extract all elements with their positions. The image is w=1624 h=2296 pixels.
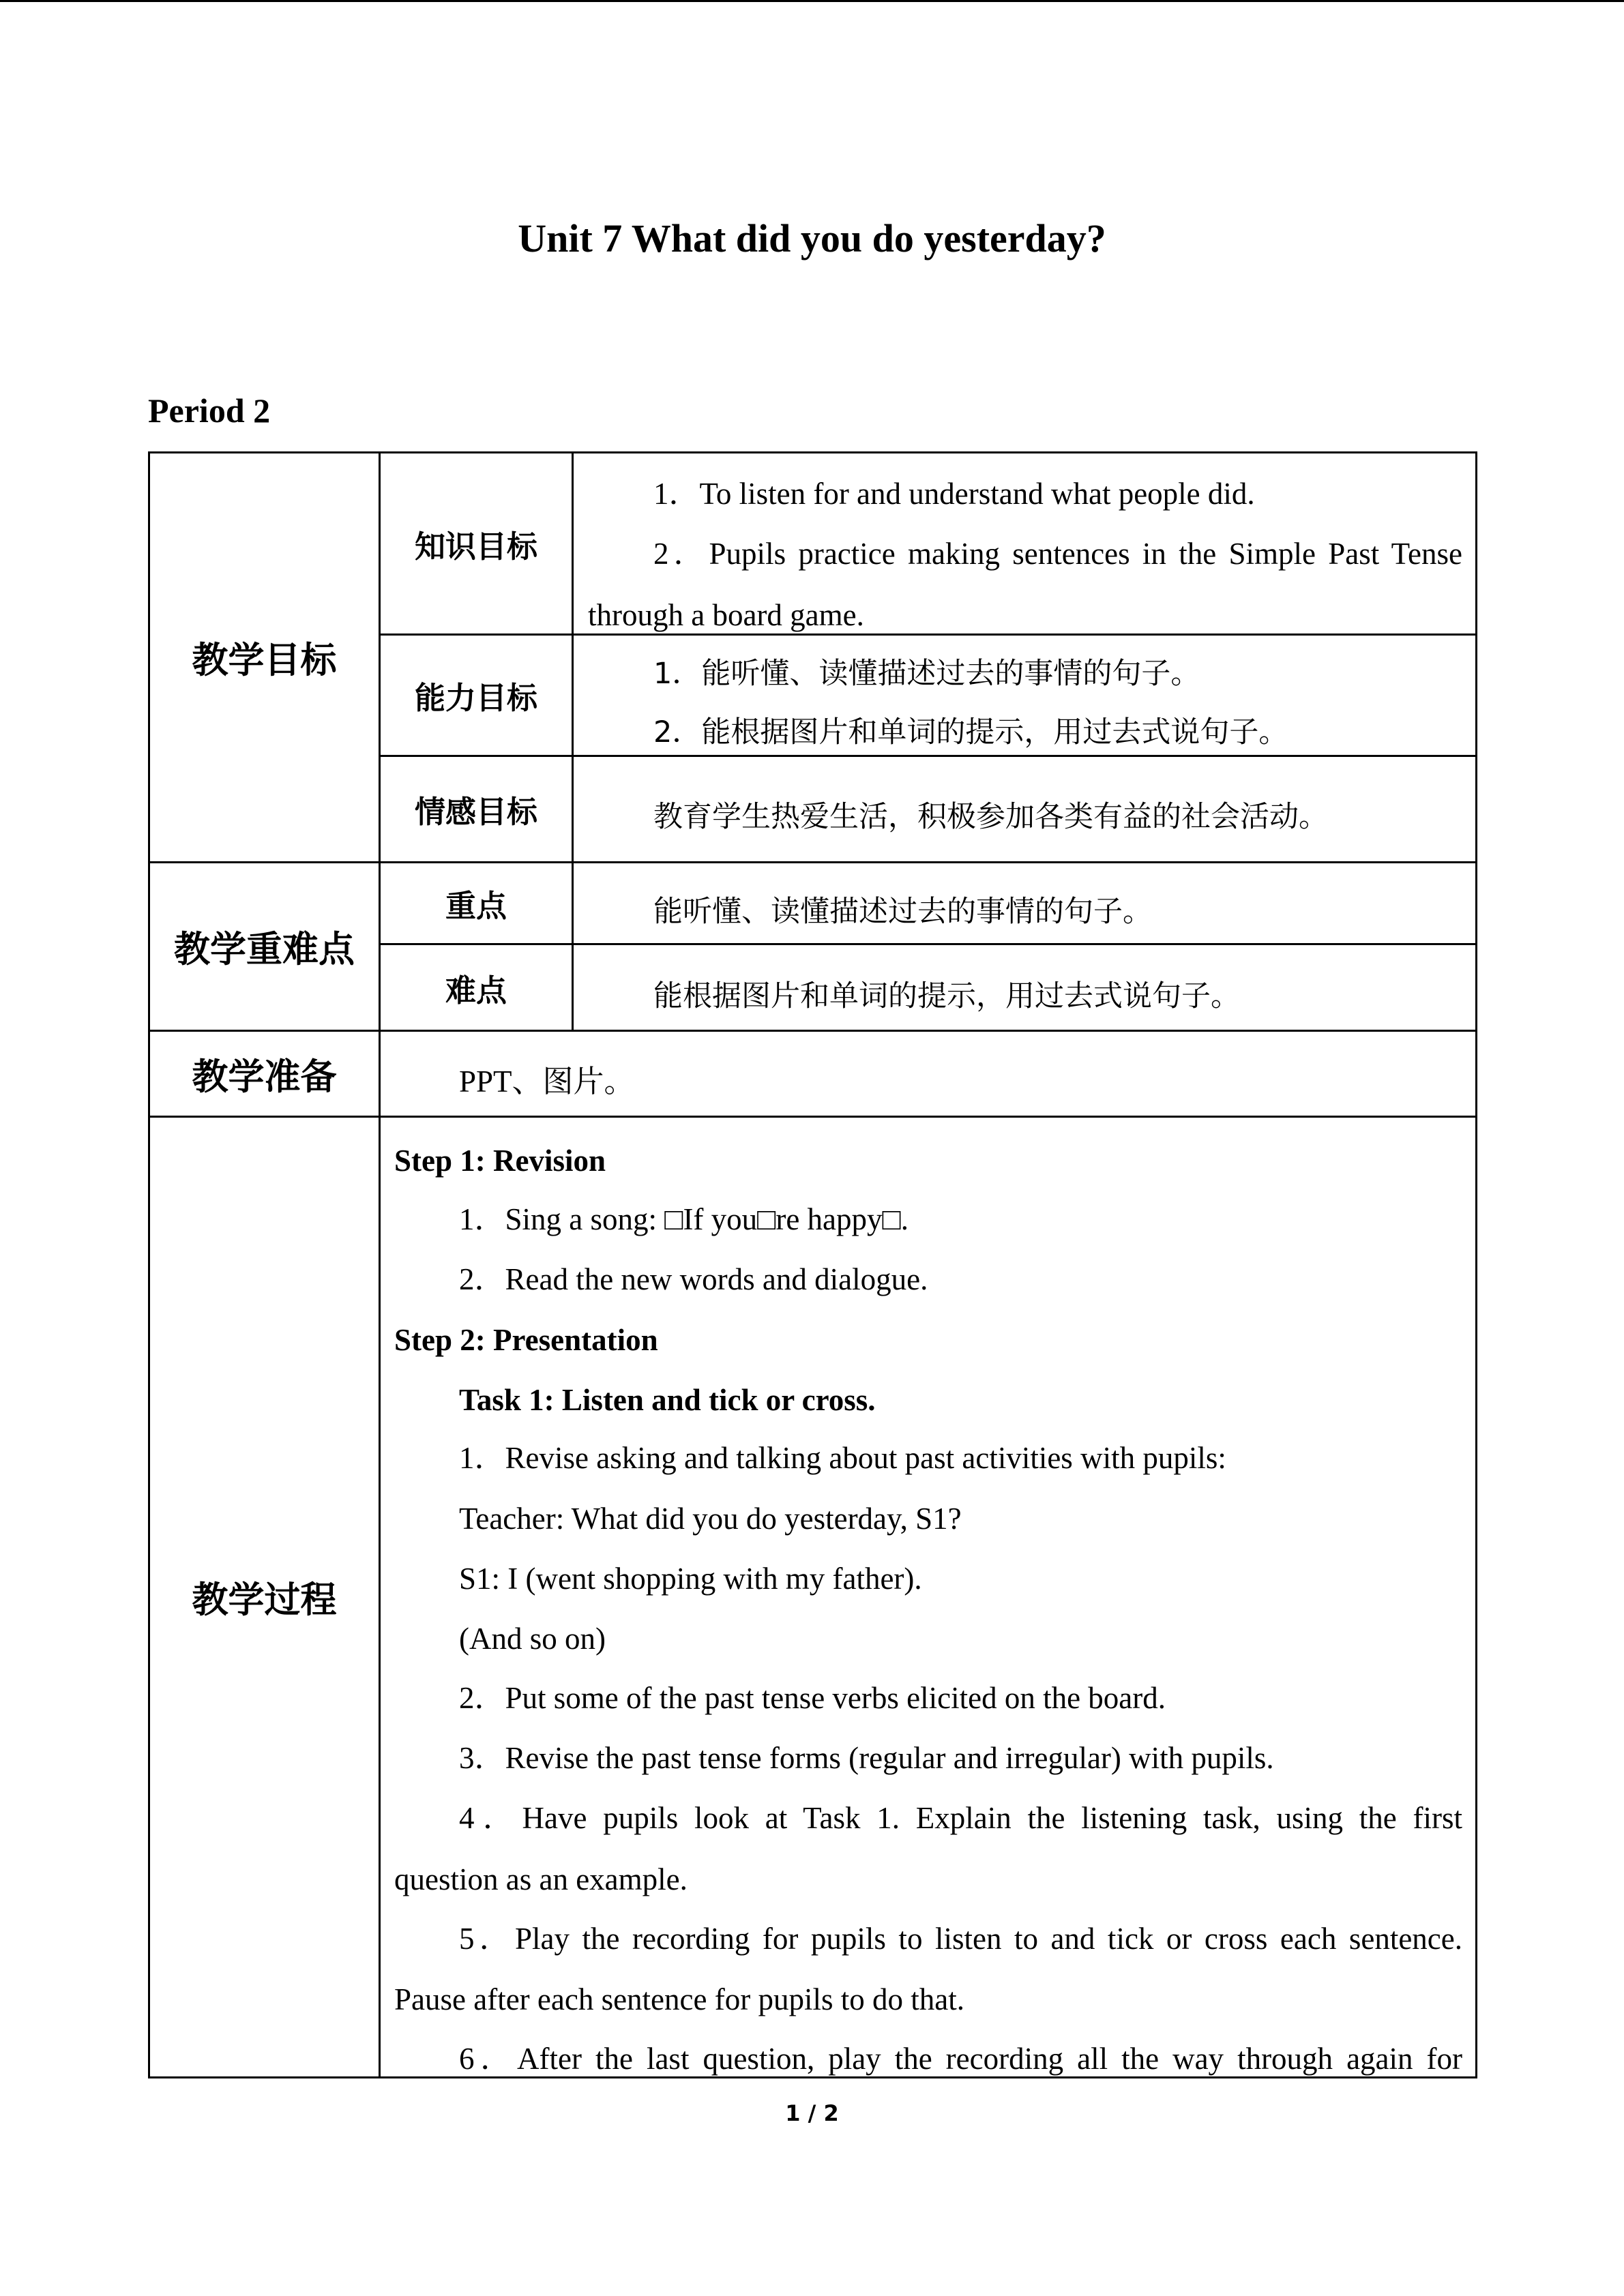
document-title: Unit 7 What did you do yesterday? <box>518 216 1106 260</box>
knowledge-goal-label: 知识目标 <box>414 528 537 565</box>
process-line: 1．Revise asking and talking about past activities with pupils: <box>459 1441 1226 1475</box>
process-category: 教学过程 <box>192 1579 337 1621</box>
process-line: S1: I (went shopping with my father). <box>459 1562 922 1596</box>
ability-goal-line: 2．能根据图片和单词的提示，用过去式说句子。 <box>653 715 1288 749</box>
table-border <box>572 451 574 1032</box>
step-heading: Step 1: Revision <box>394 1144 606 1178</box>
step-heading: Step 2: Presentation <box>394 1323 658 1357</box>
process-line: Pause after each sentence for pupils to do that. <box>394 1982 964 2016</box>
preparation-text: PPT、图片。 <box>459 1064 635 1099</box>
process-line: (And so on) <box>459 1622 606 1656</box>
task-heading: Task 1: Listen and tick or cross. <box>459 1383 876 1417</box>
process-line: Teacher: What did you do yesterday, S1? <box>459 1502 962 1536</box>
preparation-category: 教学准备 <box>192 1056 337 1098</box>
process-line: 1．Sing a song: □If you□re happy□. <box>459 1202 909 1236</box>
difficulty-text: 能根据图片和单词的提示，用过去式说句子。 <box>653 979 1240 1013</box>
focus-text: 能听懂、读懂描述过去的事情的句子。 <box>653 895 1152 929</box>
period-heading: Period 2 <box>148 391 271 430</box>
knowledge-goal-line: through a board game. <box>588 598 864 632</box>
knowledge-goal-line: 2．Pupils practice making sentences in the Simple Past Tense <box>653 537 1462 571</box>
knowledge-goal-line: 1．To listen for and understand what people did. <box>653 477 1255 511</box>
ability-goal-label: 能力目标 <box>414 680 537 716</box>
table-border <box>1475 451 1477 2078</box>
key-points-category: 教学重难点 <box>174 929 355 970</box>
process-line: 2．Put some of the past tense verbs elicited on the board. <box>459 1681 1166 1715</box>
objectives-category: 教学目标 <box>192 640 337 681</box>
process-line: 5．Play the recording for pupils to listen to and tick or cross each sentence. <box>459 1922 1462 1956</box>
process-line: 4．Have pupils look at Task 1. Explain the listening task, using the first <box>459 1801 1462 1835</box>
difficulty-label: 难点 <box>445 972 507 1009</box>
process-line: 2．Read the new words and dialogue. <box>459 1262 928 1296</box>
page-number: 1 / 2 <box>785 2100 839 2126</box>
page-top-border <box>0 0 1624 2</box>
ability-goal-line: 1．能听懂、读懂描述过去的事情的句子。 <box>653 657 1200 691</box>
process-line: 3．Revise the past tense forms (regular and irregular) with pupils. <box>459 1741 1274 1775</box>
emotion-goal-line: 教育学生热爱生活，积极参加各类有益的社会活动。 <box>653 800 1328 834</box>
emotion-goal-label: 情感目标 <box>414 794 537 830</box>
process-line: 6．After the last question, play the recording all the way through again for <box>459 2042 1462 2076</box>
focus-label: 重点 <box>445 888 507 924</box>
process-line: question as an example. <box>394 1862 688 1896</box>
